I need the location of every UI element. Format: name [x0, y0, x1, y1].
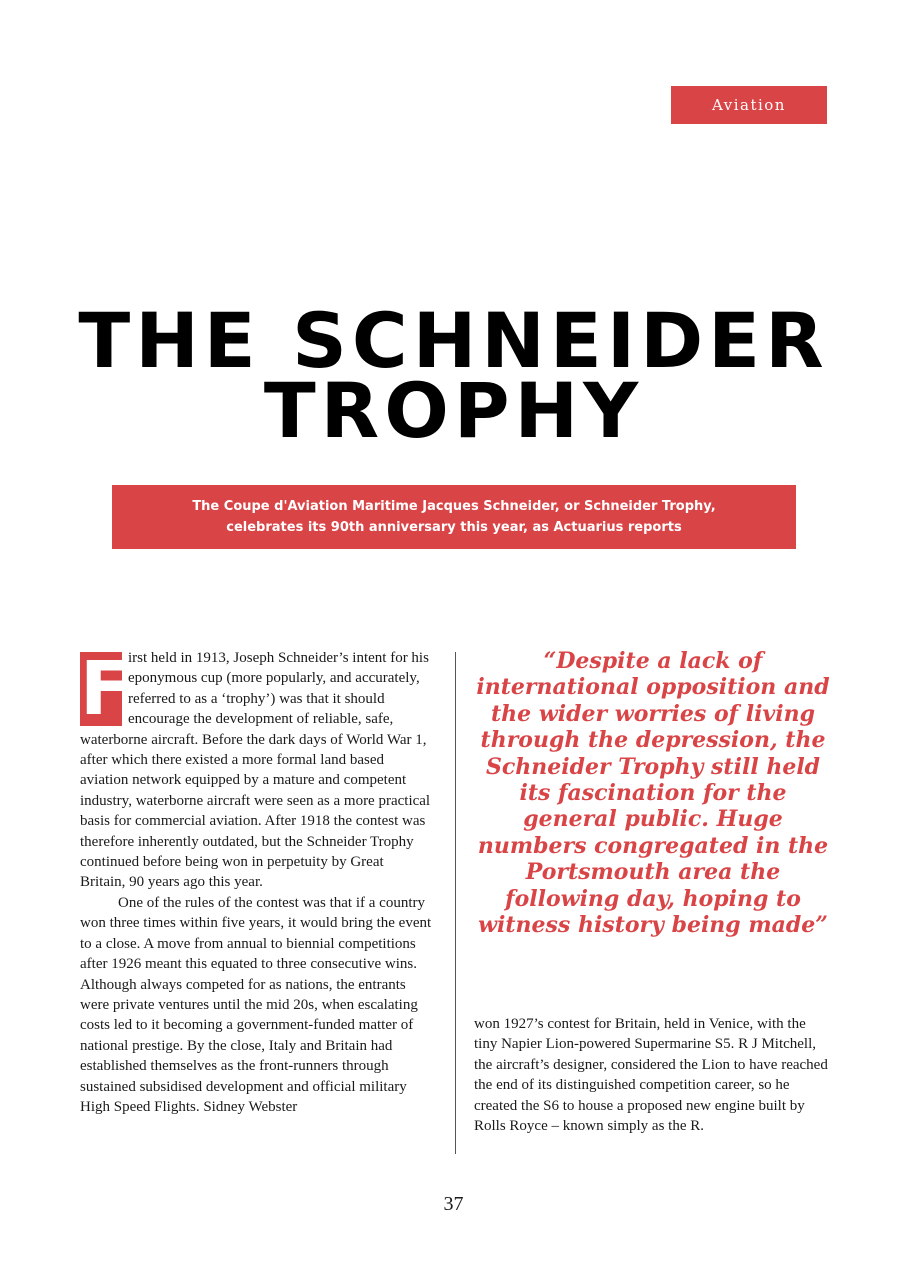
standfirst-banner [112, 485, 796, 549]
left-column [80, 648, 432, 1117]
column-divider [455, 652, 456, 1154]
paragraph-1 [80, 648, 432, 893]
drop-cap: F [80, 646, 131, 732]
standfirst-text: The Coupe d'Aviation Maritime Jacques Schneider, or Schneider Trophy, celebrates its 90th anniversary this year, as Actuarius reports [192, 499, 716, 535]
paragraph-1-text: irst held in 1913, Joseph Schneider’s intent for his eponymous cup (more popularly, and accurately, referred to as a ‘trophy’) was that it should encourage the development of reliable, safe, waterborne aircraft. Before the dark days of World War 1, after which there existed a more formal land based aviation network equipped by a mature and competent industry, waterborne aircraft were seen as a more practical basis for commercial aviation. After 1918 the contest was therefore inherently outdated, but the Schneider Trophy continued before being won in perpetuity by Great Britain, 90 years ago this year. [80, 650, 431, 891]
title-line-2: TROPHY [263, 366, 644, 455]
title-line-1: THE SCHNEIDER [78, 296, 829, 385]
pull-quote: “Despite a lack of international opposition and the wider worries of living through the depression, the Schneider Trophy still held its fascination for the general public. Huge numbers congregated in the Portsmouth area the following day, hoping to witness history being made” [476, 648, 830, 939]
paragraph-2: One of the rules of the contest was that if a country won three times within five years, it would bring the event to a close. A move from annual to biennial competitions after 1926 meant this equated to three consecutive wins. Although always competed for as nations, the entrants were private ventures until the mid 20s, when escalating costs led to it becoming a government-funded matter of national prestige. By the close, Italy and Britain had established themselves as the front-runners through sustained subsidised development and official military High Speed Flights. Sidney Webster [80, 894, 432, 1115]
article-title [0, 296, 907, 455]
section-tag: Aviation [671, 86, 827, 124]
paragraph-3: won 1927’s contest for Britain, held in Venice, with the tiny Napier Lion-powered Supermarine S5. R J Mitchell, the aircraft’s designer, considered the Lion to have reached the end of its distinguished competition career, so he created the S6 to house a proposed new engine built by Rolls Royce – known simply as the R. [474, 1016, 828, 1135]
page-number: 37 [443, 1193, 464, 1215]
right-column [474, 1014, 828, 1136]
